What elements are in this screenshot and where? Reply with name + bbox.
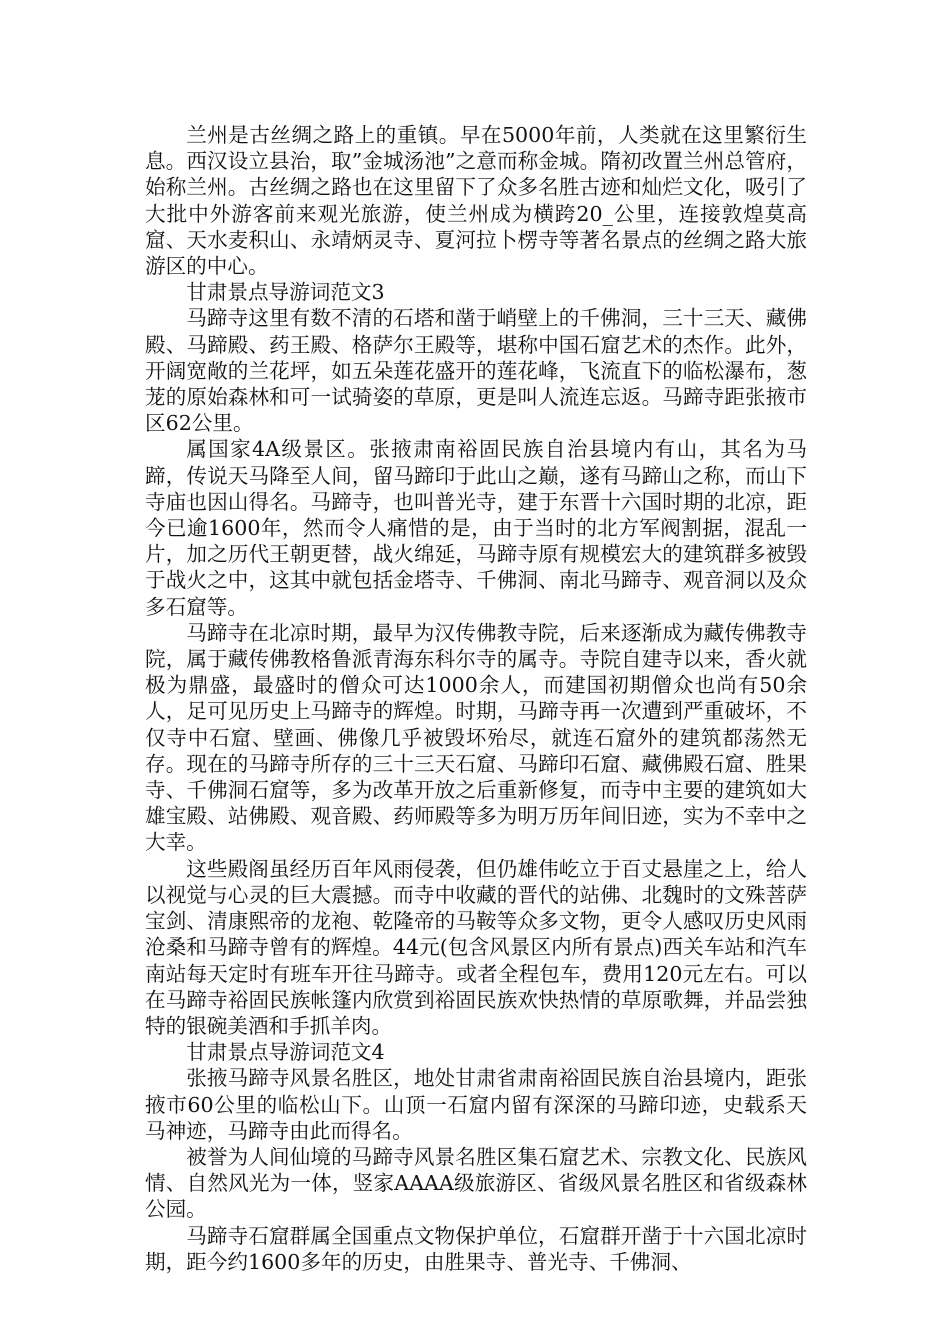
paragraph-mati-history: 属国家4A级景区。张掖肃南裕固民族自治县境内有山，其名为马蹄，传说天马降至人间，留马蹄印于此山之巅，遂有马蹄山之称，而山下寺庙也因山得名。马蹄寺，也叫普光寺，建于东晋十六国时期的北凉，距今已逾1600年，然而令人痛惜的是，由于当时的北方军阀割据，混乱一片，加之历代王朝更替，战火绵延，马蹄寺原有规模宏大的建筑群多被毁于战火之中，这其中就包括金塔寺、千佛洞、南北马蹄寺、观音洞以及众多石窟等。 xyxy=(145,437,807,619)
paragraph-fairyland: 被誉为人间仙境的马蹄寺风景名胜区集石窟艺术、宗教文化、民族风情、自然风光为一体，竖家AAAA级旅游区、省级风景名胜区和省级森林公园。 xyxy=(145,1144,807,1222)
paragraph-mati-overview: 马蹄寺这里有数不清的石塔和凿于峭壁上的千佛洞，三十三天、藏佛殿、马蹄殿、药王殿、格萨尔王殿等，堪称中国石窟艺术的杰作。此外，开阔宽敞的兰花坪，如五朵莲花盛开的莲花峰，飞流直下的临松瀑布，葱茏的原始森林和可一试骑姿的草原，更是叫人流连忘返。马蹄寺距张掖市区62公里。 xyxy=(145,306,807,436)
paragraph-scenic-area: 张掖马蹄寺风景名胜区，地处甘肃省肃南裕固民族自治县境内，距张掖市60公里的临松山下。山顶一石窟内留有深深的马蹄印迹，史载系天马神迹，马蹄寺由此而得名。 xyxy=(145,1066,807,1143)
paragraph-lanzhou: 兰州是古丝绸之路上的重镇。早在5000年前，人类就在这里繁衍生息。西汉设立县治，取”金城汤池”之意而称金城。隋初改置兰州总管府，始称兰州。古丝绸之路也在这里留下了众多名胜古迹和灿烂文化，吸引了大批中外游客前来观光旅游，使兰州成为横跨20_公里，连接敦煌莫高窟、天水麦积山、永靖炳灵寺、夏河拉卜楞寺等著名景点的丝绸之路大旅游区的中心。 xyxy=(145,123,807,279)
paragraph-mati-beiliang: 马蹄寺在北凉时期，最早为汉传佛教寺院，后来逐渐成为藏传佛教寺院，属于藏传佛教格鲁派青海东科尔寺的属寺。寺院自建寺以来，香火就极为鼎盛，最盛时的僧众可达1000余人，而建国初期僧众也尚有50余人，足可见历史上马蹄寺的辉煌。时期，马蹄寺再一次遭到严重破坏，不仅寺中石窟、壁画、佛像几乎被毁坏殆尽，就连石窟外的建筑都荡然无存。现在的马蹄寺所存的三十三天石窟、马蹄印石窟、藏佛殿石窟、胜果寺、千佛洞石窟等，多为改革开放之后重新修复，而寺中主要的建筑如大雄宝殿、站佛殿、观音殿、药师殿等多为明万历年间旧迹，实为不幸中之大幸。 xyxy=(145,620,807,855)
paragraph-mati-relics: 这些殿阁虽经历百年风雨侵袭，但仍雄伟屹立于百丈悬崖之上，给人以视觉与心灵的巨大震撼。而寺中收藏的晋代的站佛、北魏时的文殊菩萨宝剑、清康熙帝的龙袍、乾隆帝的马鞍等众多文物，更令人感叹历史风雨沧桑和马蹄寺曾有的辉煌。44元(包含风景区内所有景点)西关车站和汽车南站每天定时有班车开往马蹄寺。或者全程包车，费用120元左右。可以在马蹄寺裕固民族帐篷内欣赏到裕固民族欢快热情的草原歌舞，并品尝独特的银碗美酒和手抓羊肉。 xyxy=(145,856,807,1038)
section-heading-3: 甘肃景点导游词范文3 xyxy=(186,280,385,305)
document-page xyxy=(145,122,807,1275)
section-heading-4: 甘肃景点导游词范文4 xyxy=(186,1040,385,1065)
paragraph-grottoes: 马蹄寺石窟群属全国重点文物保护单位，石窟群开凿于十六国北凉时期，距今约1600多年的历史，由胜果寺、普光寺、千佛洞、 xyxy=(145,1223,807,1274)
